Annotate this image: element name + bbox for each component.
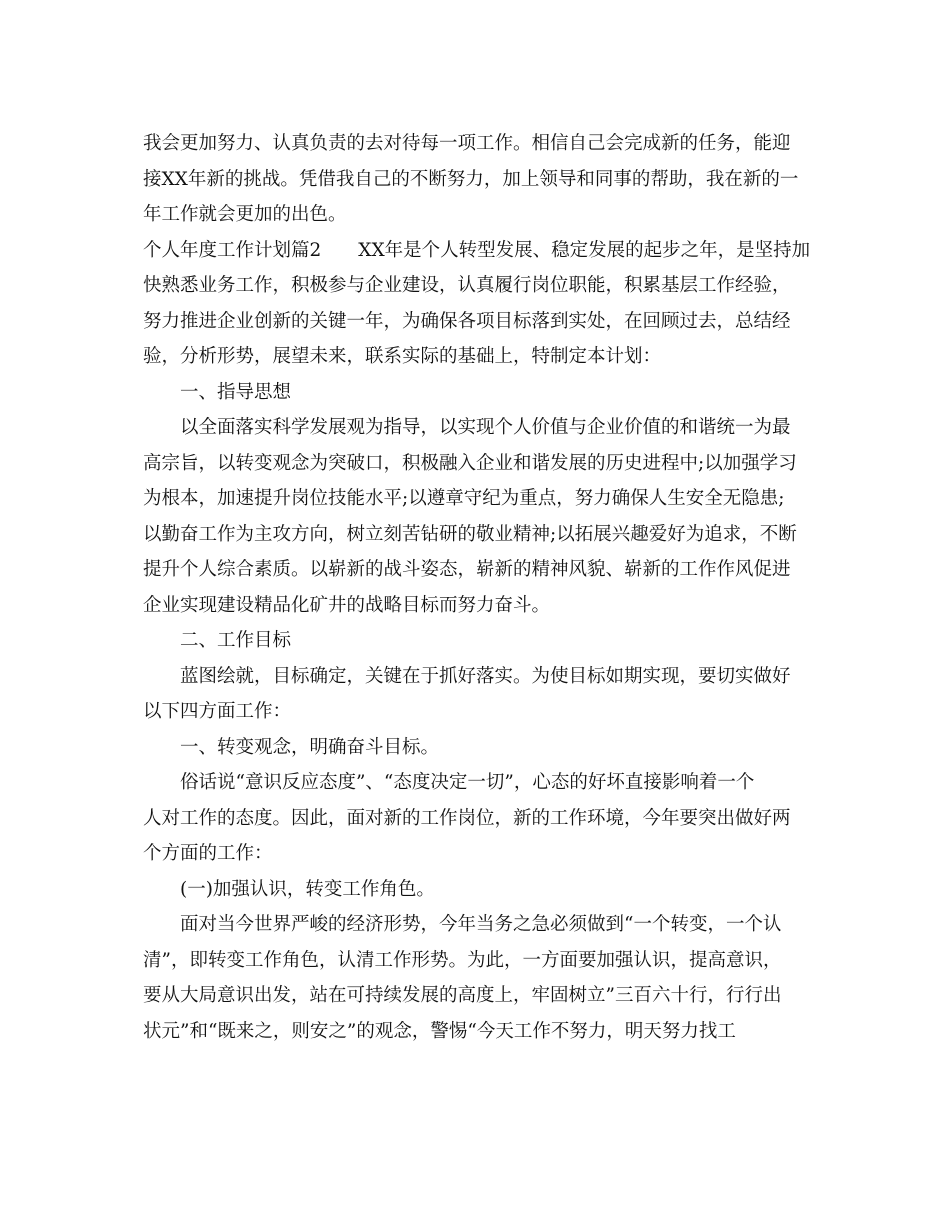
text-line: 俗话说“意识反应态度”、“态度决定一切”，心态的好坏直接影响着一个 [180,772,755,793]
document-body [143,126,823,1049]
text-line: 验，分析形势，展望未来，联系实际的基础上，特制定本计划： [143,346,662,367]
text-line: 年工作就会更加的出色。 [143,204,347,225]
text-line: 提升个人综合素质。以崭新的战斗姿态，崭新的精神风貌、崭新的工作作风促进 [143,559,791,580]
text-line: 快熟悉业务工作，积极参与企业建设，认真履行岗位职能，积累基层工作经验， [143,275,791,296]
text-line: 个方面的工作： [143,843,273,864]
text-line: 清”，即转变工作角色，认清工作形势。为此，一方面要加强认识，提高意识， [143,949,782,971]
text-line: 以下四方面工作： [143,701,292,722]
text-line: 努力推进企业创新的关键一年，为确保各项目标落到实处，在回顾过去，总结经 [143,310,791,332]
heading-work-goals: 二、工作目标 [180,630,292,651]
text-line: 状元”和“既来之，则安之”的观念，警惕“今天工作不努力，明天努力找工 [143,1020,736,1042]
text-line: 为根本，加速提升岗位技能水平;以遵章守纪为重点，努力确保人生安全无隐患; [143,488,785,509]
text-line: 以全面落实科学发展观为指导，以实现个人价值与企业价值的和谐统一为最 [180,417,791,438]
text-line: 我会更加努力、认真负责的去对待每一项工作。相信自己会完成新的任务，能迎 [143,133,791,154]
text-line: 企业实现建设精品化矿井的战略目标而努力奋斗。 [143,594,551,616]
text-line: 接XX年新的挑战。凭借我自己的不断努力，加上领导和同事的帮助，我在新的一 [143,168,799,190]
text-line: 面对当今世界严峻的经济形势，今年当务之急必须做到“一个转变，一个认 [180,914,782,935]
heading-guiding-ideology: 一、指导思想 [180,381,292,403]
text-line: 要从大局意识出发，站在可持续发展的高度上，牢固树立”三百六十行，行行出 [143,985,782,1006]
text-line: 以勤奋工作为主攻方向，树立刻苦钻研的敬业精神;以拓展兴趣爱好为追求，不断 [143,523,797,545]
heading-change-mindset: 一、转变观念，明确奋斗目标。 [180,736,440,758]
text-line: 高宗旨，以转变观念为突破口，积极融入企业和谐发展的历史进程中;以加强学习 [143,452,797,474]
text-line: 蓝图绘就，目标确定，关键在于抓好落实。为使目标如期实现，要切实做好 [180,665,791,687]
text-line: 人对工作的态度。因此，面对新的工作岗位，新的工作环境，今年要突出做好两 [143,807,791,829]
heading-strengthen-awareness: (一)加强认识，转变工作角色。 [180,878,435,900]
section-heading-line: 个人年度工作计划篇2 XX年是个人转型发展、稳定发展的起步之年，是坚持加 [143,239,811,261]
